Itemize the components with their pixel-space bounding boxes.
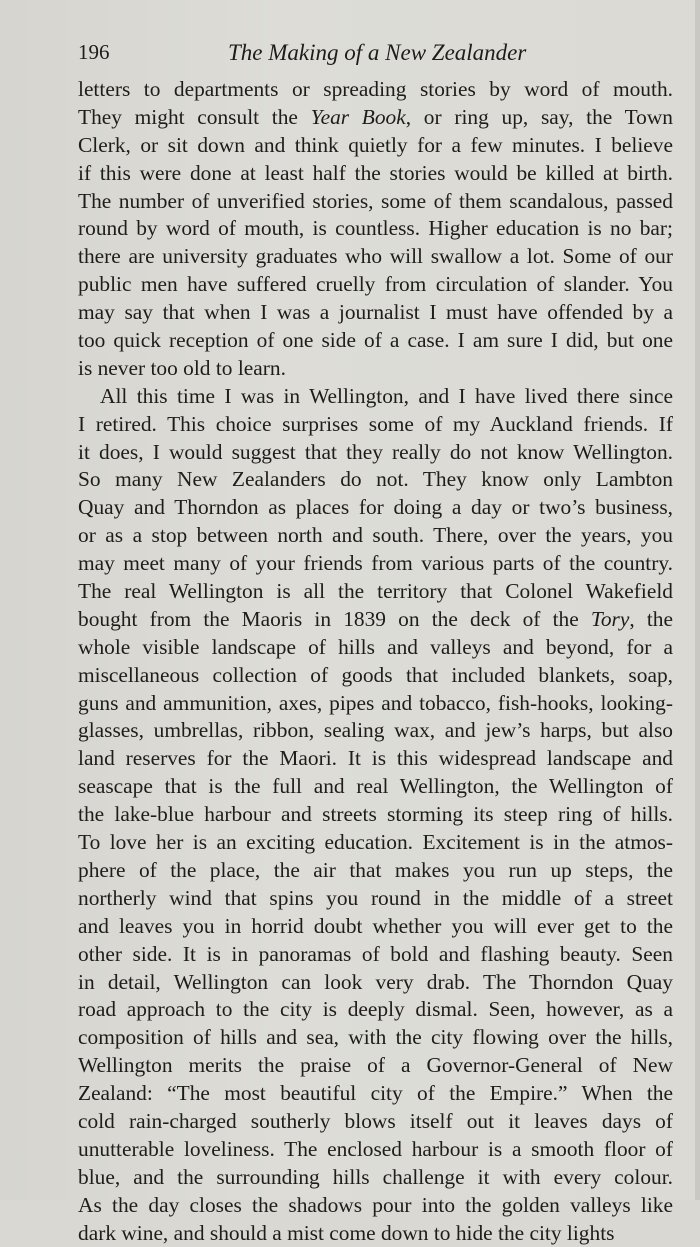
text-line: too quick reception of one side of a case. I am sure I did, but one	[78, 328, 673, 353]
text-line: bought from the Maoris in 1839 on the deck of the Tory, the	[78, 606, 673, 631]
text-line: round by word of mouth, is countless. Higher education is no bar;	[78, 216, 673, 241]
running-header	[78, 40, 670, 70]
text-line: seascape that is the full and real Wellington, the Wellington of	[78, 774, 673, 799]
text-line: I retired. This choice surprises some of my Auckland friends. If	[78, 411, 673, 436]
text-line: unutterable loveliness. The enclosed harbour is a smooth floor of	[78, 1136, 673, 1161]
text-line: northerly wind that spins you round in the middle of a street	[78, 885, 673, 910]
text-line: may say that when I was a journalist I must have offended by a	[78, 300, 673, 325]
text-line: miscellaneous collection of goods that included blankets, soap,	[78, 662, 673, 687]
text-line: Zealand: “The most beautiful city of the Empire.” When the	[78, 1081, 673, 1106]
text-line: public men have suffered cruelly from circulation of slander. You	[78, 272, 673, 297]
text-line: composition of hills and sea, with the city flowing over the hills,	[78, 1025, 673, 1050]
text-line: As the day closes the shadows pour into the golden valleys like	[78, 1192, 673, 1217]
text-line: To love her is an exciting education. Excitement is in the atmos-	[78, 830, 673, 855]
text-line: it does, I would suggest that they really do not know Wellington.	[78, 439, 673, 464]
text-line: may meet many of your friends from various parts of the country.	[78, 551, 673, 576]
text-line: and leaves you in horrid doubt whether you will ever get to the	[78, 913, 673, 938]
body-text	[78, 76, 673, 1247]
text-line: glasses, umbrellas, ribbon, sealing wax, and jew’s harps, but also	[78, 718, 673, 743]
text-line: the lake-blue harbour and streets storming its steep ring of hills.	[78, 802, 673, 827]
text-line: cold rain-charged southerly blows itself out it leaves days of	[78, 1108, 673, 1133]
text-line: Wellington merits the praise of a Governor-General of New	[78, 1053, 673, 1078]
text-line: if this were done at least half the stories would be killed at birth.	[78, 160, 673, 185]
text-line: They might consult the Year Book, or ring up, say, the Town	[78, 104, 673, 129]
text-line: there are university graduates who will swallow a lot. Some of our	[78, 244, 673, 269]
text-line: in detail, Wellington can look very drab. The Thorndon Quay	[78, 969, 673, 994]
text-line: or as a stop between north and south. There, over the years, you	[78, 523, 673, 548]
text-line: Quay and Thorndon as places for doing a day or two’s business,	[78, 495, 673, 520]
text-line: phere of the place, the air that makes you run up steps, the	[78, 857, 673, 882]
text-line: So many New Zealanders do not. They know only Lambton	[78, 467, 673, 492]
text-line: dark wine, and should a mist come down to hide the city lights	[78, 1220, 615, 1245]
italic-title: Year Book	[310, 104, 406, 129]
text-line: guns and ammunition, axes, pipes and tobacco, fish-hooks, looking-	[78, 690, 673, 715]
text-line: other side. It is in panoramas of bold and flashing beauty. Seen	[78, 941, 673, 966]
italic-title: Tory	[590, 606, 630, 631]
text-line: The number of unverified stories, some of them scandalous, passed	[78, 188, 673, 213]
text-line: Clerk, or sit down and think quietly for a few minutes. I believe	[78, 132, 673, 157]
text-line: whole visible landscape of hills and valleys and beyond, for a	[78, 634, 673, 659]
text-line: The real Wellington is all the territory that Colonel Wakefield	[78, 579, 673, 604]
text-line: blue, and the surrounding hills challenge it with every colour.	[78, 1164, 673, 1189]
running-title: The Making of a New Zealander	[228, 40, 527, 65]
text-line: letters to departments or spreading stories by word of mouth.	[78, 77, 673, 101]
text-line: road approach to the city is deeply dismal. Seen, however, as a	[78, 997, 673, 1022]
text-line: All this time I was in Wellington, and I have lived there since	[100, 383, 673, 408]
text-line: land reserves for the Maori. It is this widespread landscape and	[78, 746, 673, 771]
page-edge	[695, 0, 700, 1200]
page-number: 196	[78, 40, 110, 64]
text-line: is never too old to learn.	[78, 355, 286, 380]
